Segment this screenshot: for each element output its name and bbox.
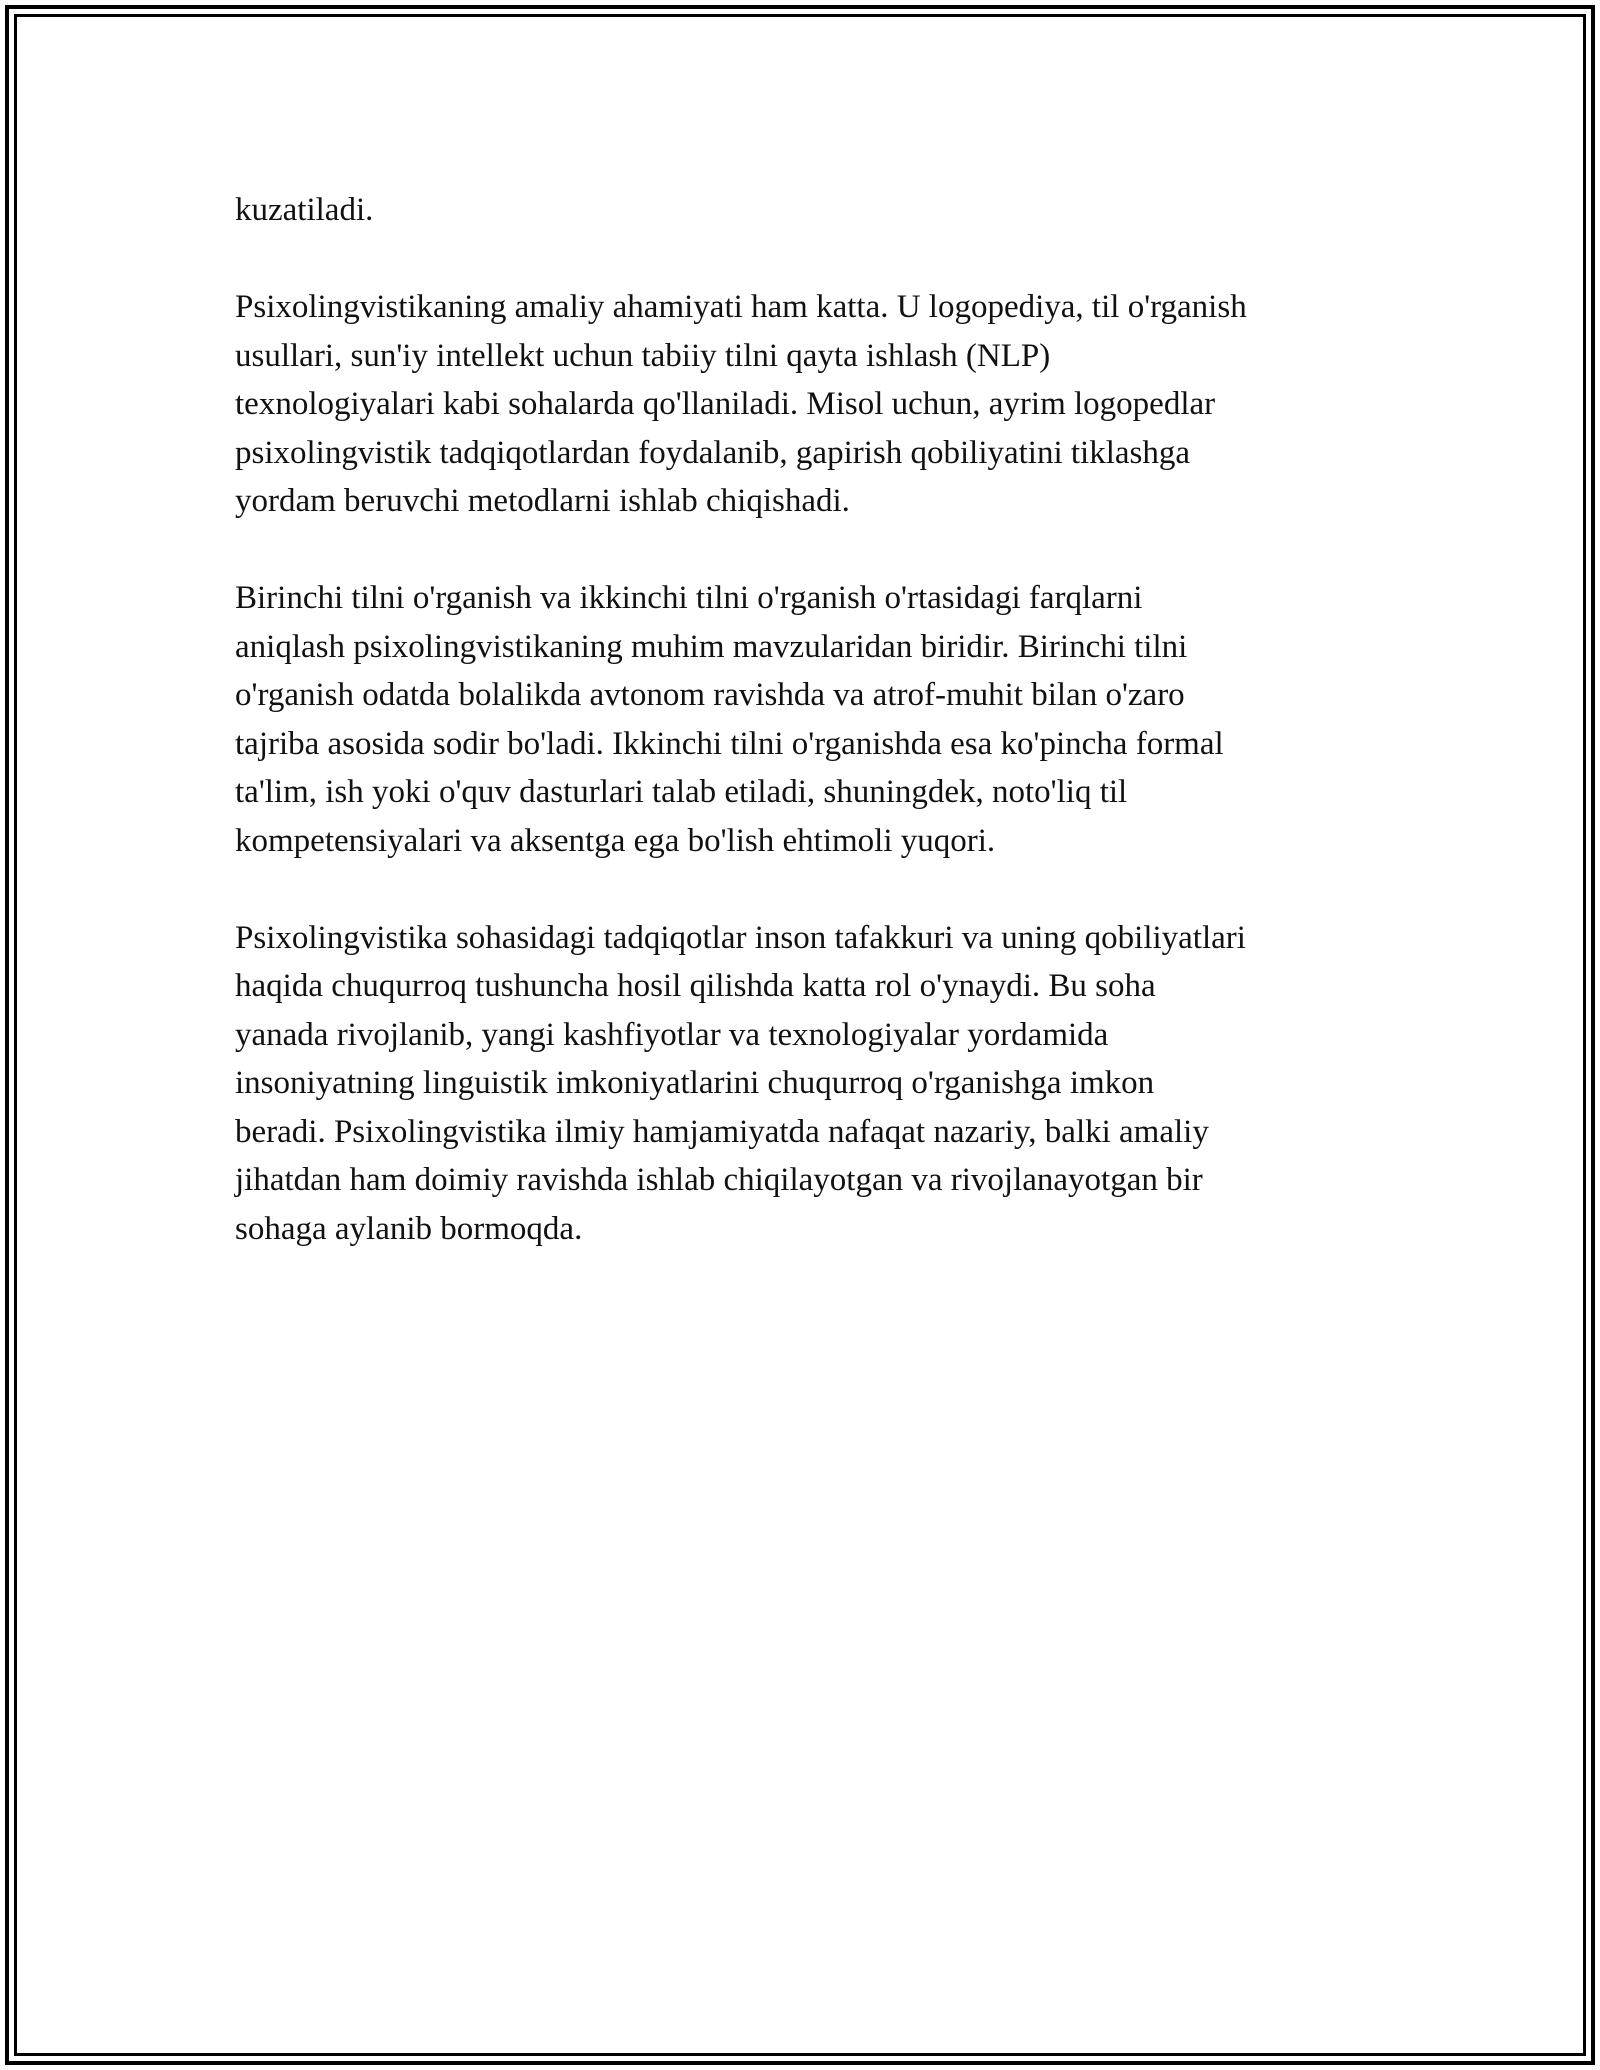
text-line: kuzatiladi. (235, 192, 374, 228)
text-line: texnologiyalari kabi sohalarda qo'llaniladi. Misol uchun, ayrim logopedlar (235, 386, 1216, 422)
paragraph-3 (235, 574, 1385, 865)
text-line: jihatdan ham doimiy ravishda ishlab chiqilayotgan va rivojlanayotgan bir (235, 1162, 1203, 1198)
paragraph-1 (235, 186, 1385, 235)
text-line: o'rganish odatda bolalikda avtonom ravishda va atrof-muhit bilan o'zaro (235, 677, 1185, 713)
text-line: Psixolingvistikaning amaliy ahamiyati ham katta. U logopediya, til o'rganish (235, 289, 1247, 325)
text-line: kompetensiyalari va aksentga ega bo'lish ehtimoli yuqori. (235, 822, 996, 859)
text-line: Birinchi tilni o'rganish va ikkinchi tilni o'rganish o'rtasidagi farqlarni (235, 580, 1143, 616)
paragraph-2 (235, 283, 1385, 526)
text-line: beradi. Psixolingvistika ilmiy hamjamiyatda nafaqat nazariy, balki amaliy (235, 1113, 1209, 1150)
paragraph-4 (235, 914, 1385, 1254)
text-line: ta'lim, ish yoki o'quv dasturlari talab etiladi, shuningdek, noto'liq til (235, 774, 1128, 810)
text-line: tajriba asosida sodir bo'ladi. Ikkinchi tilni o'rganishda esa ko'pincha formal (235, 725, 1224, 762)
text-line: usullari, sun'iy intellekt uchun tabiiy tilni qayta ishlash (NLP) (235, 337, 1051, 374)
text-line: aniqlash psixolingvistikaning muhim mavzularidan biridir. Birinchi tilni (235, 628, 1188, 665)
text-line: haqida chuqurroq tushuncha hosil qilishda katta rol o'ynaydi. Bu soha (235, 968, 1156, 1004)
text-line: psixolingvistik tadqiqotlardan foydalanib, gapirish qobiliyatini tiklashga (235, 434, 1191, 471)
text-line: insoniyatning linguistik imkoniyatlarini chuqurroq o'rganishga imkon (235, 1065, 1155, 1101)
document-body (235, 186, 1385, 1302)
text-line: Psixolingvistika sohasidagi tadqiqotlar inson tafakkuri va uning qobiliyatlari (235, 919, 1246, 956)
text-line: yanada rivojlanib, yangi kashfiyotlar va texnologiyalar yordamida (235, 1016, 1109, 1053)
text-line: yordam beruvchi metodlarni ishlab chiqishadi. (235, 483, 850, 519)
text-line: sohaga aylanib bormoqda. (235, 1210, 583, 1247)
